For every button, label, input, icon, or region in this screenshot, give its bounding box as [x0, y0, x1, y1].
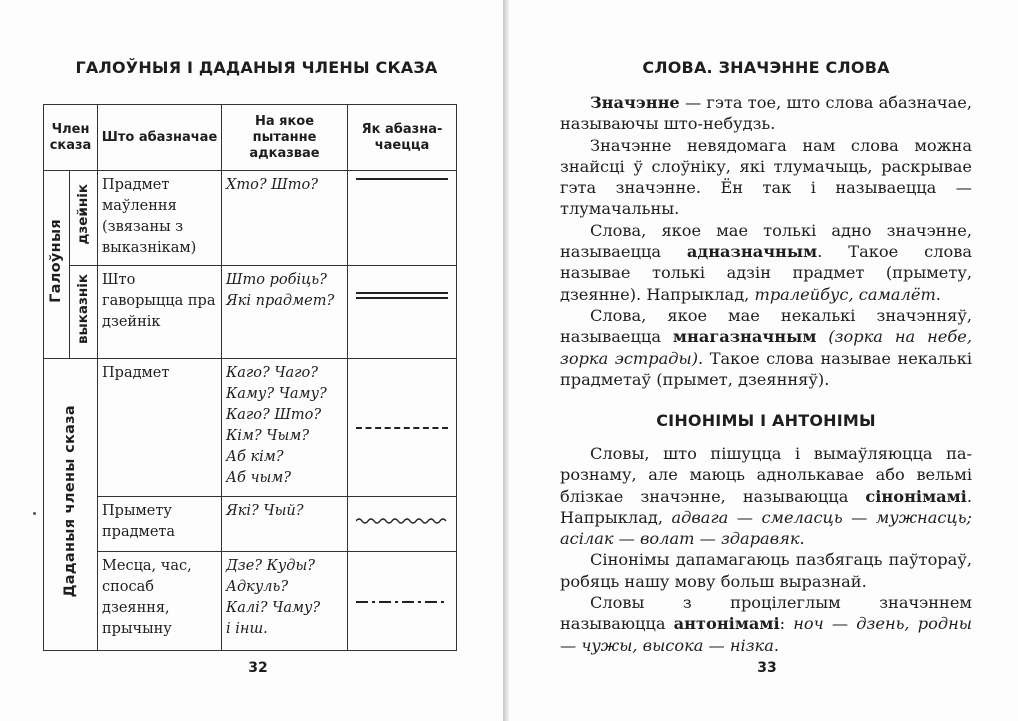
group-main-cell — [44, 171, 70, 359]
paragraph-text: Слова, якое мае толькі адно значэнне, называецца — [560, 220, 972, 262]
header-question: На якое пытанне адказвае — [222, 105, 348, 171]
question: Каго? Што? — [226, 407, 322, 423]
left-page-heading: ГАЛОЎНЫЯ І ДАДАНЫЯ ЧЛЕНЫ СКАЗА — [75, 58, 438, 77]
marking-cell — [348, 266, 457, 359]
example: ноч — дзень, родны — чужы, высока — нізка — [560, 614, 972, 655]
question: і інш. — [226, 621, 268, 637]
table-row — [44, 552, 457, 651]
question: Кім? Чым? — [226, 428, 310, 444]
marking-cell — [348, 552, 457, 651]
word-meaning-section — [560, 92, 972, 390]
sentence-members-table — [43, 104, 457, 651]
paragraph-text: Словы, што пішуцца і вымаўляюцца па-рознаму, але маюць аднолькавае або вельмі блізкае значэнне, называюцца — [560, 444, 972, 506]
header-marking: Як абазна-чаецца — [348, 105, 457, 171]
meaning-cell: Прымету прадмета — [98, 497, 222, 552]
paragraph-text: Слова, якое мае некалькі значэнняў, называецца — [560, 305, 972, 347]
synonyms-heading: СІНОНІМЫ І АНТОНІМЫ — [656, 411, 876, 430]
header-meaning: Што абазначае — [98, 105, 222, 171]
predicate-label: выказнік — [75, 273, 91, 344]
example: тралейбус, самалёт — [754, 284, 936, 304]
term: мнагазначным — [672, 327, 817, 347]
question: Хто? Што? — [226, 177, 318, 193]
questions-cell — [222, 171, 348, 266]
example: (зорка на небе, зорка эстрады) — [560, 327, 972, 368]
predicate-cell — [70, 266, 98, 359]
paragraph-text: . — [773, 635, 780, 655]
paragraph: Сінонімы дапамагаюць пазбягаць паўтораў, робяць нашу мову больш выразнай. — [560, 550, 972, 591]
questions-cell — [222, 266, 348, 359]
dash-dot-underline-sample — [356, 599, 448, 605]
table-header-row — [44, 105, 457, 171]
question: Аб кім? — [226, 449, 284, 465]
paragraph-text: . Напрыклад, — [560, 486, 972, 527]
subject-cell — [70, 171, 98, 266]
marking-cell — [348, 171, 457, 266]
meaning-cell: Што гаворыцца пра дзейнік — [98, 266, 222, 359]
subject-label: дзейнік — [75, 184, 91, 245]
table-row — [44, 171, 457, 266]
paragraph — [560, 592, 972, 656]
question: Які? Чый? — [226, 503, 304, 519]
example: адвага — смеласць — мужнасць; асілак — волат — здаравяк — [560, 507, 972, 549]
paragraph-text: Словы з процілеглым значэннем называюцца — [560, 593, 972, 634]
dashed-underline-sample — [356, 427, 448, 429]
paragraph-text: : — [779, 614, 794, 634]
paragraph-text: . Такое слова называе толькі адзін прадмет (прымету, дзеянне). Напрыклад, — [560, 242, 972, 304]
meaning-cell: Месца, час, спосаб дзеяння, прычыну — [98, 552, 222, 651]
question: Які прадмет? — [226, 293, 335, 309]
question: Аб чым? — [226, 470, 292, 486]
questions-cell — [222, 552, 348, 651]
left-page-number: 32 — [248, 660, 268, 676]
double-underline-sample — [356, 292, 448, 299]
paragraph-text: — гэта тое, што слова абазначае, называючы што-небудзь. — [560, 93, 972, 134]
synonyms-section — [560, 443, 972, 656]
right-page-heading: СЛОВА. ЗНАЧЭННЕ СЛОВА — [642, 58, 890, 77]
right-page-number: 33 — [757, 660, 777, 676]
question: Адкуль? — [226, 579, 289, 595]
print-speck — [33, 512, 36, 515]
single-underline-sample — [356, 178, 448, 180]
questions-cell — [222, 359, 348, 497]
term: Значэнне — [590, 93, 680, 112]
header-member: Член сказа — [44, 105, 98, 171]
paragraph-text: . — [935, 284, 941, 304]
paragraph: Значэнне невядомага нам слова можна знайсці ў слоўніку, які тлумачыць, раскрывае гэта значэнне. Ён так і называецца — тлумачальны. — [560, 135, 972, 219]
paragraph — [560, 220, 972, 305]
term: антонімамі — [673, 614, 780, 634]
term: адназначным — [686, 242, 818, 262]
question: Каму? Чаму? — [226, 386, 327, 402]
paragraph-text: . Такое слова называе некалькі прадметаў (прымет, дзеянняў). — [560, 348, 972, 389]
marking-cell — [348, 359, 457, 497]
question: Што робіць? — [226, 272, 327, 288]
table-row — [44, 497, 457, 552]
question: Калі? Чаму? — [226, 600, 321, 616]
term: сінонімамі — [865, 486, 967, 506]
paragraph-text: . — [799, 529, 805, 549]
table-row — [44, 266, 457, 359]
question: Каго? Чаго? — [226, 365, 319, 381]
meaning-cell: Прадмет — [98, 359, 222, 497]
paragraph — [560, 305, 972, 390]
group-secondary-cell — [44, 359, 98, 651]
paragraph — [560, 443, 972, 549]
meaning-cell: Прадмет маўлення (звязаны з выказнікам) — [98, 171, 222, 266]
wavy-underline-sample — [356, 517, 448, 525]
table-row — [44, 359, 457, 497]
group-main-label: Галоўныя — [48, 219, 64, 303]
questions-cell — [222, 497, 348, 552]
marking-cell — [348, 497, 457, 552]
question: Дзе? Куды? — [226, 558, 316, 574]
paragraph — [560, 92, 972, 135]
group-secondary-label: Даданыя члены сказа — [62, 404, 78, 598]
